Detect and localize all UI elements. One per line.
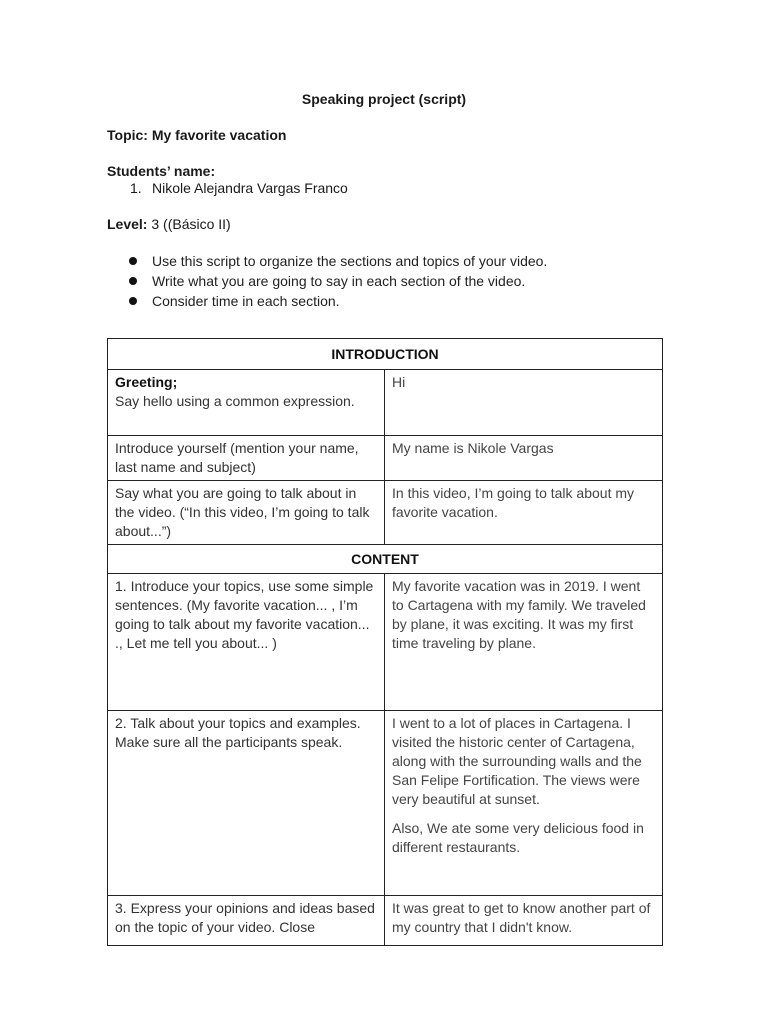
table-row [108,711,663,896]
students-label: Students’ name: [107,163,216,179]
bullet-icon [129,277,137,285]
answer-paragraph: Also, We ate some very delicious food in different restaurants. [392,820,644,855]
level-value: 3 ((Básico II) [147,216,231,232]
answer-paragraph: It was great to get to know another part of my country that I didn't know. [392,900,651,935]
answer-cell [385,711,663,896]
instruction-item: Consider time in each section. [128,291,547,311]
answer-paragraph: I went to a lot of places in Cartagena. I visited the historic center of Cartagena, along with the surrounding walls and the San Felipe Fortification. The views were very beautiful at sunset. [392,715,642,807]
bullet-icon [129,257,137,265]
level-label: Level: [107,216,148,232]
level-line [107,216,231,232]
student-list-item [130,180,348,196]
greeting-label: Greeting; [115,374,178,390]
prompt-cell: 2. Talk about your topics and examples. Make sure all the participants speak. [108,711,385,896]
table-row [108,574,663,711]
topic-line: Topic: My favorite vacation [107,127,287,143]
table-row [108,370,663,436]
table-row [108,896,663,946]
document-title: Speaking project (script) [301,91,467,107]
student-name: Nikole Alejandra Vargas Franco [152,180,348,196]
content-header: CONTENT [108,545,663,574]
prompt-text: Say hello using a common expression. [115,393,355,409]
answer-cell: My name is Nikole Vargas [385,436,663,481]
answer-cell: In this video, I’m going to talk about my favorite vacation. [385,481,663,545]
introduction-header: INTRODUCTION [108,339,663,370]
bullet-icon [129,297,137,305]
content-header-row [108,545,663,574]
answer-cell [385,896,663,946]
prompt-cell: 1. Introduce your topics, use some simple sentences. (My favorite vacation... , I’m going to talk about my favorite vacation... ., Let me tell you about... ) [108,574,385,711]
introduction-header-row [108,339,663,370]
student-number: 1. [130,180,142,196]
answer-cell: Hi [385,370,663,436]
prompt-cell: 3. Express your opinions and ideas based on the topic of your video. Close [108,896,385,946]
script-table [107,338,663,946]
prompt-cell: Say what you are going to talk about in the video. (“In this video, I’m going to talk about...”) [108,481,385,545]
answer-cell [385,574,663,711]
answer-paragraph: My favorite vacation was in 2019. I went to Cartagena with my family. We traveled by plane, it was exciting. It was my first time traveling by plane. [392,578,646,651]
instruction-item: Write what you are going to say in each section of the video. [128,271,547,291]
table-row [108,436,663,481]
instruction-item: Use this script to organize the sections and topics of your video. [128,251,547,271]
prompt-cell: Introduce yourself (mention your name, last name and subject) [108,436,385,481]
instruction-list [128,251,547,311]
prompt-cell [108,370,385,436]
table-row [108,481,663,545]
